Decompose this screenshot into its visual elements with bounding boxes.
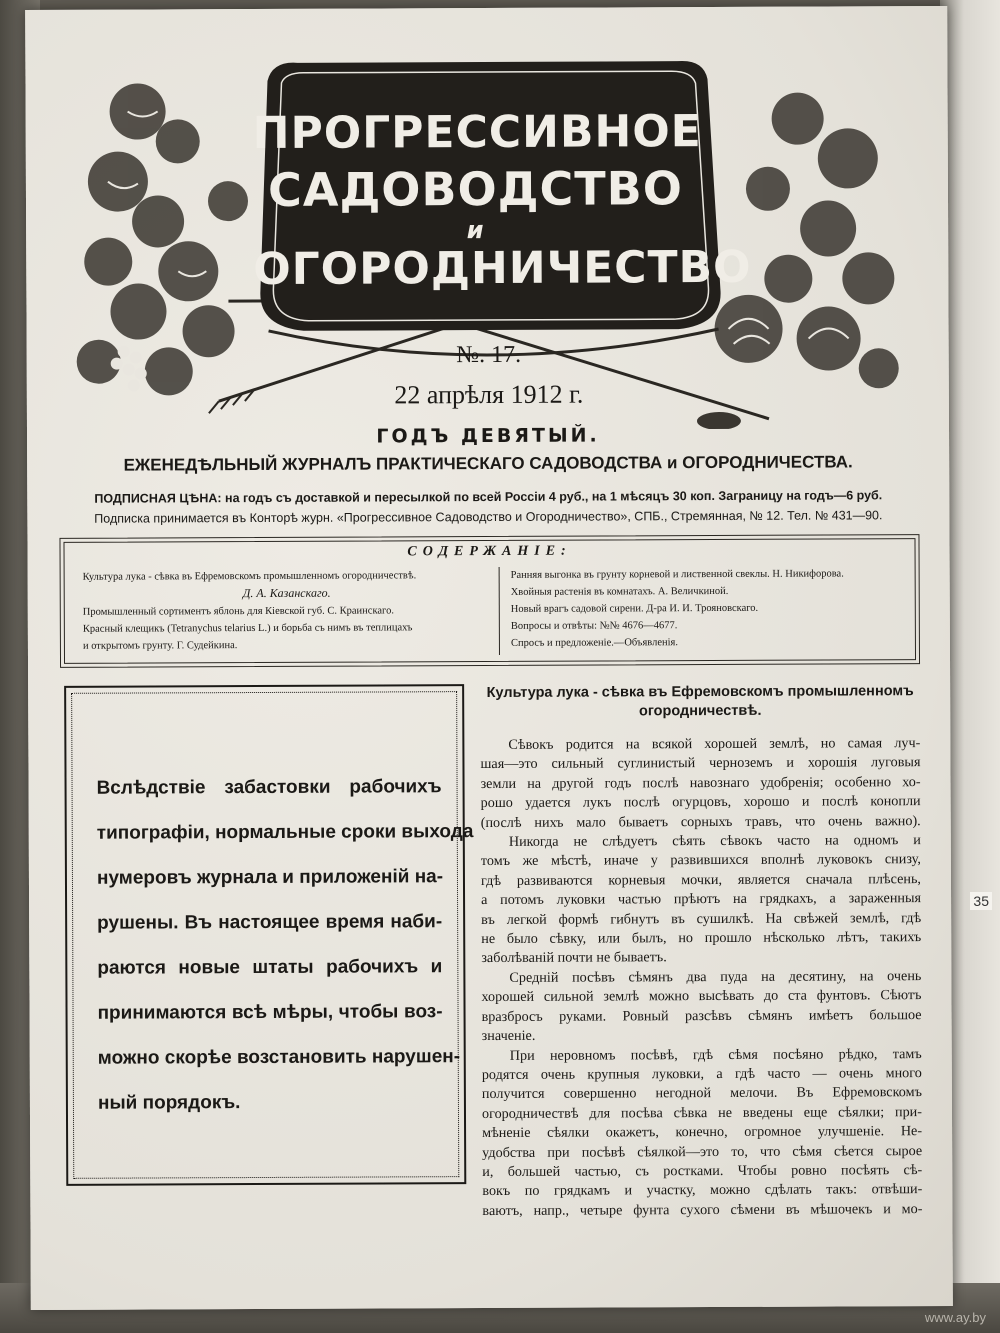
toc-item[interactable]: Промышленный сортиментъ яблонь для Кіевской губ. С. Краинскаго. (82, 605, 394, 618)
toc-item[interactable]: Хвойныя растенія въ комнатахъ. А. Величкиной. (510, 585, 729, 598)
notice-text (96, 764, 474, 1126)
toc-item[interactable]: Спросъ и предложеніе.—Объявленія. (510, 637, 679, 649)
notice-line: раются новые штаты рабочихъ и (97, 956, 443, 979)
article-line: Средній посѣвъ сѣмянъ два пуда на десятину, на очень (509, 967, 922, 986)
volume-year: ГОДЪ ДЕВЯТЫЙ. (376, 424, 600, 448)
toc-title: СОДЕРЖАНІЕ: (407, 543, 572, 560)
table-of-contents (59, 534, 920, 668)
issue-number: №. 17. (456, 341, 522, 369)
title-conjunction: и (466, 216, 485, 245)
toc-item-author: Д. А. Казанскаго. (242, 585, 331, 601)
toc-item[interactable]: и открытомъ грунту. Г. Судейкина. (82, 640, 238, 652)
article-line: Сѣвокъ родится на всякой хорошей землѣ, но самая луч- (508, 735, 921, 753)
article-line: гдѣ развиваются корневыя мочки, является сначала плѣсень, (480, 870, 922, 889)
article-line: рошо удается лукъ послѣ огурцовъ, хорошо и послѣ конопли (480, 793, 921, 812)
toc-right-column (511, 565, 906, 652)
article-line: значеніе. (481, 1027, 536, 1045)
masthead (67, 48, 909, 432)
article-line: шая—это сильный суглинистый черноземъ и хорошія луговыя (480, 754, 921, 773)
article-line: въ легкой формѣ гибнутъ въ сушилкѣ. На свѣжей землѣ, гдѣ (481, 909, 922, 928)
article-line: томъ же мѣстѣ, иначе у развившихся вполнѣ луковокъ снизу, (480, 851, 921, 870)
article-line: не было сѣвку, или былъ, но прошло нѣсколько лѣтъ, такихъ (481, 929, 922, 948)
toc-item[interactable]: Ранняя выгонка въ грунту корневой и лиственной свеклы. Н. Никифорова. (510, 568, 844, 581)
article-line: ваютъ, напр., четыре фунта сухого сѣмени въ мѣшочекъ и мо- (482, 1200, 923, 1219)
subscription-price: ПОДПИСНАЯ ЦѢНА: на годъ съ доставкой и пересылкой по всей Россіи 4 руб., на 1 мѣсяцъ 30 коп. Заграницу на годъ—6 руб. (94, 488, 883, 506)
article-line: родятся очень крупныя луковки, а гдѣ часто — очень много (481, 1065, 922, 1083)
toc-item[interactable]: Красный клещикъ (Tetranychus telarius L.) и борьба съ нимъ въ теплицахъ (82, 622, 413, 635)
article-line: хорошей сильной землѣ можно высѣвать до ста фунтовъ. Сѣютъ (481, 987, 922, 1006)
article-line: получится совершенно негодной мелочи. Въ Ефремовскомъ (481, 1084, 922, 1103)
title-line-3: ОГОРОДНИЧЕСТВО (253, 241, 752, 296)
notice-line: типографіи, нормальные сроки выхода (96, 821, 474, 844)
article-line: вразбросъ руками. Ровный разсѣвъ сѣмянъ имѣетъ большое (481, 1006, 922, 1025)
article-title-line: огородничествѣ. (638, 702, 762, 720)
journal-page (25, 6, 953, 1310)
notice-line: можно скорѣе возстановить нарушен- (97, 1046, 461, 1069)
toc-left-column (83, 567, 483, 655)
toc-item[interactable]: Новый врагъ садовой сирени. Д-ра И. И. Трояновскаго. (510, 602, 759, 615)
article-line: а потомъ луковки частью прѣютъ на грядкахъ, а зараженныя (481, 890, 922, 909)
subscription-office: Подписка принимается въ Конторѣ журн. «Прогрессивное Садоводство и Огородничество», СПБ., Стремянная, № 12. Тел. № 431—90. (94, 508, 883, 526)
watermark: www.ay.by (924, 1310, 986, 1325)
journal-title (252, 104, 752, 296)
journal-subtitle: ЕЖЕНЕДѢЛЬНЫЙ ЖУРНАЛЪ ПРАКТИЧЕСКАГО САДОВОДСТВА и ОГОРОДНИЧЕСТВА. (123, 452, 853, 475)
notice-line: Вслѣдствіе забастовки рабочихъ (96, 776, 442, 799)
notice-line: нумеровъ журнала и приложеній на- (96, 866, 444, 889)
article-line: удобства при посѣвѣ сѣялкой—это то, что сѣмя сѣется сырое (482, 1142, 923, 1161)
toc-item[interactable]: Вопросы и отвѣты: №№ 4676—4677. (510, 620, 678, 632)
background-page-number: 35 (970, 892, 992, 910)
article-body (480, 734, 922, 1221)
article (480, 682, 922, 1221)
notice-line: принимаются всѣ мѣры, чтобы воз- (97, 1001, 443, 1024)
article-line: мѣненіе сѣялки окажетъ, конечно, огромное улучшеніе. Не- (482, 1123, 923, 1142)
article-line: вокъ по грядкамъ и участку, можно сдѣлать такъ: отвѣши- (482, 1181, 923, 1200)
article-line: (послѣ нихъ мало бываетъ сорныхъ травъ, что очень важно). (480, 812, 921, 831)
strike-notice-box (64, 684, 474, 1186)
toc-item[interactable]: Культура лука - сѣвка въ Ефремовскомъ промышленномъ огородничествѣ. (82, 570, 417, 583)
article-line: Никогда не слѣдуетъ сѣять сѣвокъ часто на одномъ и (508, 832, 921, 850)
article-line: заболѣваній почти не бываетъ. (481, 949, 667, 967)
title-line-1: ПРОГРЕССИВНОЕ (252, 106, 702, 160)
notice-line: рушены. Въ настоящее время наби- (97, 911, 443, 934)
article-title (480, 682, 920, 722)
title-line-2: САДОВОДСТВО (267, 161, 684, 217)
article-line: При неровномъ посѣвѣ, гдѣ сѣмя посѣяно рѣдко, тамъ (509, 1045, 922, 1064)
issue-date: 22 апрѣля 1912 г. (394, 379, 584, 410)
article-title-line: Культура лука - сѣвка въ Ефремовскомъ промышленномъ (486, 683, 914, 702)
article-line: огородничествѣ для посѣва сѣвка не введены еще сѣялки; при- (481, 1103, 923, 1122)
article-line: и, большей частью, съ ростками. Чтобы ровно посѣять сѣ- (482, 1162, 923, 1180)
notice-line: ный порядокъ. (97, 1092, 241, 1114)
article-line: земли на другой годъ послѣ навознаго удобренія; особенно хо- (480, 773, 921, 792)
